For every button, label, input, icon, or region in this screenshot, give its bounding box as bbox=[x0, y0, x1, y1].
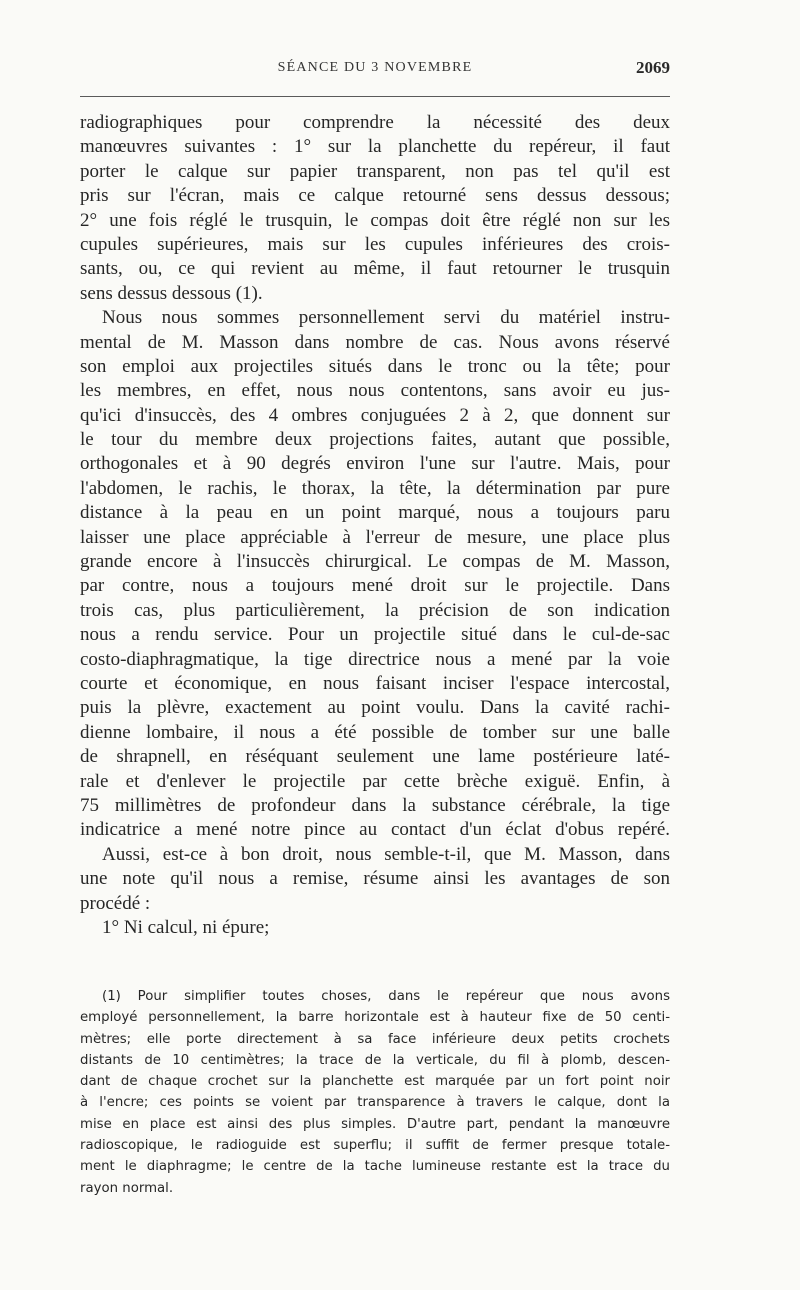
text-line: dienne lombaire, il nous a été possible de tomber sur une balle bbox=[80, 721, 670, 743]
text-line: grande encore à l'insuccès chirurgical. Le compas de M. Masson, bbox=[80, 551, 670, 573]
footnote-line: rayon normal. bbox=[80, 1180, 174, 1196]
text-line: l'abdomen, le rachis, le thorax, la tête, la détermination par pure bbox=[80, 477, 670, 499]
text-line: Aussi, est-ce à bon droit, nous semble-t-il, que M. Masson, dans bbox=[102, 843, 670, 865]
text-line: les membres, en effet, nous nous contentons, sans avoir eu jus- bbox=[80, 380, 670, 402]
text-line: de shrapnell, en réséquant seulement une lame postérieure laté- bbox=[80, 746, 670, 768]
text-line: manœuvres suivantes : 1° sur la planchette du repéreur, il faut bbox=[80, 136, 670, 158]
text-line: une note qu'il nous a remise, résume ainsi les avantages de son bbox=[80, 868, 670, 890]
text-line: orthogonales et à 90 degrés environ l'une sur l'autre. Mais, pour bbox=[80, 453, 670, 475]
footnote-line: (1) Pour simplifier toutes choses, dans le repéreur que nous avons bbox=[102, 989, 670, 1004]
running-title: SÉANCE DU 3 NOVEMBRE bbox=[277, 60, 473, 75]
footnote-line: mise en place est ainsi des plus simples. D'autre part, pendant la manœuvre bbox=[80, 1116, 670, 1132]
footnote-line: dant de chaque crochet sur la planchette est marquée par un fort point noir bbox=[80, 1074, 670, 1090]
text-line: qu'ici d'insuccès, des 4 ombres conjuguées 2 à 2, que donnent sur bbox=[80, 404, 670, 426]
text-line: sens dessus dessous (1). bbox=[80, 282, 263, 304]
text-line: rale et d'enlever le projectile par cette brèche exiguë. Enfin, à bbox=[80, 770, 670, 792]
text-line: nous a rendu service. Pour un projectile situé dans le cul-de-sac bbox=[80, 624, 670, 646]
text-line: son emploi aux projectiles situés dans le tronc ou la tête; pour bbox=[80, 355, 670, 377]
text-line: le tour du membre deux projections faites, autant que possible, bbox=[80, 429, 670, 451]
text-line: trois cas, plus particulièrement, la précision de son indication bbox=[80, 599, 670, 621]
footnote-line: à l'encre; ces points se voient par transparence à travers le calque, dont la bbox=[80, 1095, 670, 1111]
text-line: porter le calque sur papier transparent, non pas tel qu'il est bbox=[80, 160, 670, 182]
footnote-line: radioscopique, le radioguide est superflu; il suffit de fermer presque totale- bbox=[80, 1138, 670, 1154]
text-line: pris sur l'écran, mais ce calque retourné sens dessus dessous; bbox=[80, 185, 670, 207]
text-line: indicatrice a mené notre pince au contact d'un éclat d'obus repéré. bbox=[80, 819, 670, 841]
text-line: courte et économique, en nous faisant inciser l'espace intercostal, bbox=[80, 672, 670, 694]
footnote bbox=[80, 986, 670, 1199]
footnote-line: mètres; elle porte directement à sa face inférieure deux petits crochets bbox=[80, 1031, 670, 1047]
footnote-line: distants de 10 centimètres; la trace de la verticale, du fil à plomb, descen- bbox=[80, 1052, 670, 1068]
text-line: procédé : bbox=[80, 892, 151, 914]
text-line: laisser une place appréciable à l'erreur de mesure, une place plus bbox=[80, 526, 670, 548]
footnote-line: ment le diaphragme; le centre de la tache lumineuse restante est la trace du bbox=[80, 1159, 670, 1175]
text-line: 75 millimètres de profondeur dans la substance cérébrale, la tige bbox=[80, 794, 670, 816]
page-header bbox=[80, 58, 670, 86]
page-number: 2069 bbox=[636, 58, 670, 77]
main-text bbox=[80, 111, 670, 940]
text-line: radiographiques pour comprendre la nécessité des deux bbox=[80, 112, 670, 133]
text-line: Nous nous sommes personnellement servi du matériel instru- bbox=[102, 307, 670, 329]
text-line: sants, ou, ce qui revient au même, il faut retourner le trusquin bbox=[80, 258, 670, 280]
text-line: 2° une fois réglé le trusquin, le compas doit être réglé non sur les bbox=[80, 209, 670, 231]
footnote-line: employé personnellement, la barre horizontale est à hauteur fixe de 50 centi- bbox=[80, 1010, 670, 1026]
header-rule bbox=[80, 96, 670, 97]
text-line: costo-diaphragmatique, la tige directrice nous a mené par la voie bbox=[80, 648, 670, 670]
text-line: cupules supérieures, mais sur les cupules inférieures des crois- bbox=[80, 233, 670, 255]
book-page bbox=[80, 0, 670, 1290]
text-line: 1° Ni calcul, ni épure; bbox=[102, 916, 270, 938]
text-line: par contre, nous a toujours mené droit sur le projectile. Dans bbox=[80, 575, 670, 597]
text-line: mental de M. Masson dans nombre de cas. Nous avons réservé bbox=[80, 331, 670, 353]
text-line: distance à la peau en un point marqué, nous a toujours paru bbox=[80, 502, 670, 524]
text-line: puis la plèvre, exactement au point voulu. Dans la cavité rachi- bbox=[80, 697, 670, 719]
